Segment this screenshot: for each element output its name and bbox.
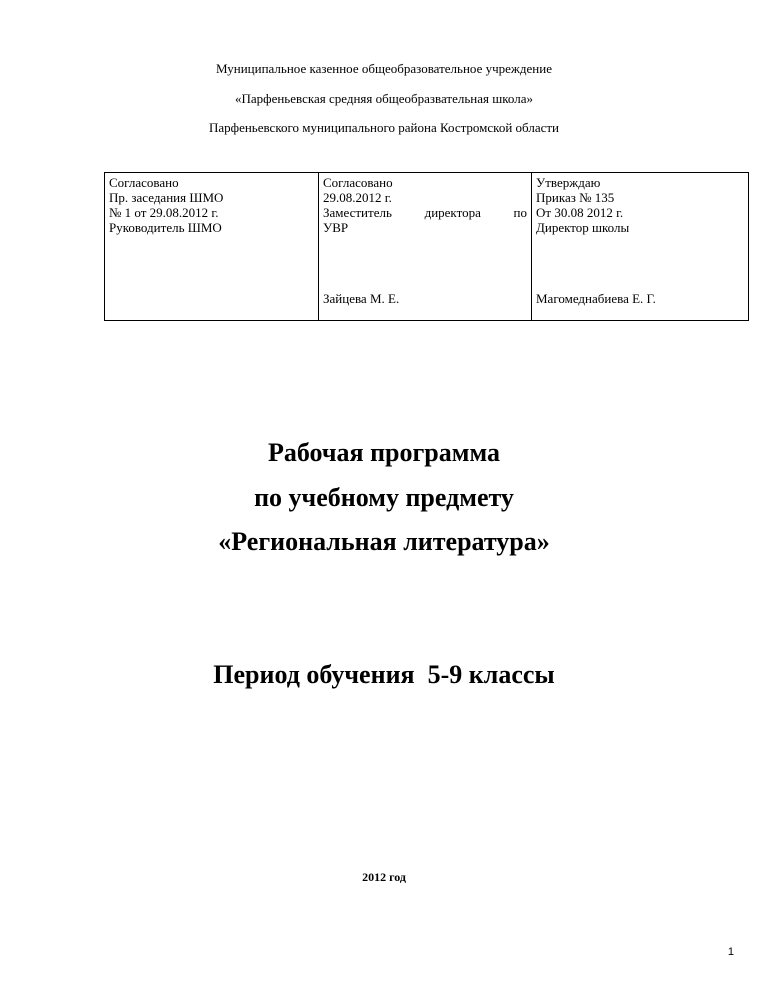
deputy-word: Заместитель [323, 205, 392, 220]
director-signature-name: Магомеднабиева Е. Г. [536, 291, 656, 306]
order-number: Приказ № 135 [536, 190, 615, 205]
document-title: Рабочая программа [267, 438, 501, 467]
document-year: 2012 год [362, 870, 406, 884]
district-line: Парфеньевского муниципального района Костромской области [208, 120, 559, 135]
deputy-signature-name: Зайцева М. Е. [323, 291, 400, 306]
shmo-head-title: Руководитель ШМО [109, 220, 222, 235]
approval-cell-director [532, 173, 749, 321]
approve-heading: Утверждаю [536, 175, 601, 190]
page-number: 1 [727, 946, 734, 958]
director-title: Директор школы [536, 220, 630, 235]
school-name-line: «Парфеньевская средняя общеобразвательная школа» [235, 91, 533, 106]
study-period: Период обучения 5-9 классы [213, 660, 555, 689]
subject-line: по учебному предмету [254, 483, 514, 512]
approval-heading: Согласовано [323, 175, 393, 190]
subject-name: «Региональная литература» [218, 527, 550, 556]
meeting-protocol: Пр. заседания ШМО [109, 190, 224, 205]
uvr-label: УВР [323, 220, 349, 235]
approval-cell-shmo [105, 173, 319, 321]
order-date: От 30.08 2012 г. [536, 205, 624, 220]
by-word: по [513, 205, 527, 220]
approval-date: 29.08.2012 г. [323, 190, 392, 205]
protocol-number: № 1 от 29.08.2012 г. [109, 205, 219, 220]
school-type-line: Муниципальное казенное общеобразовательное учреждение [216, 61, 552, 76]
deputy-title-line [323, 205, 527, 220]
approval-cell-deputy [319, 173, 532, 321]
approval-table [104, 172, 749, 321]
director-word: директора [424, 205, 481, 220]
approval-heading: Согласовано [109, 175, 179, 190]
